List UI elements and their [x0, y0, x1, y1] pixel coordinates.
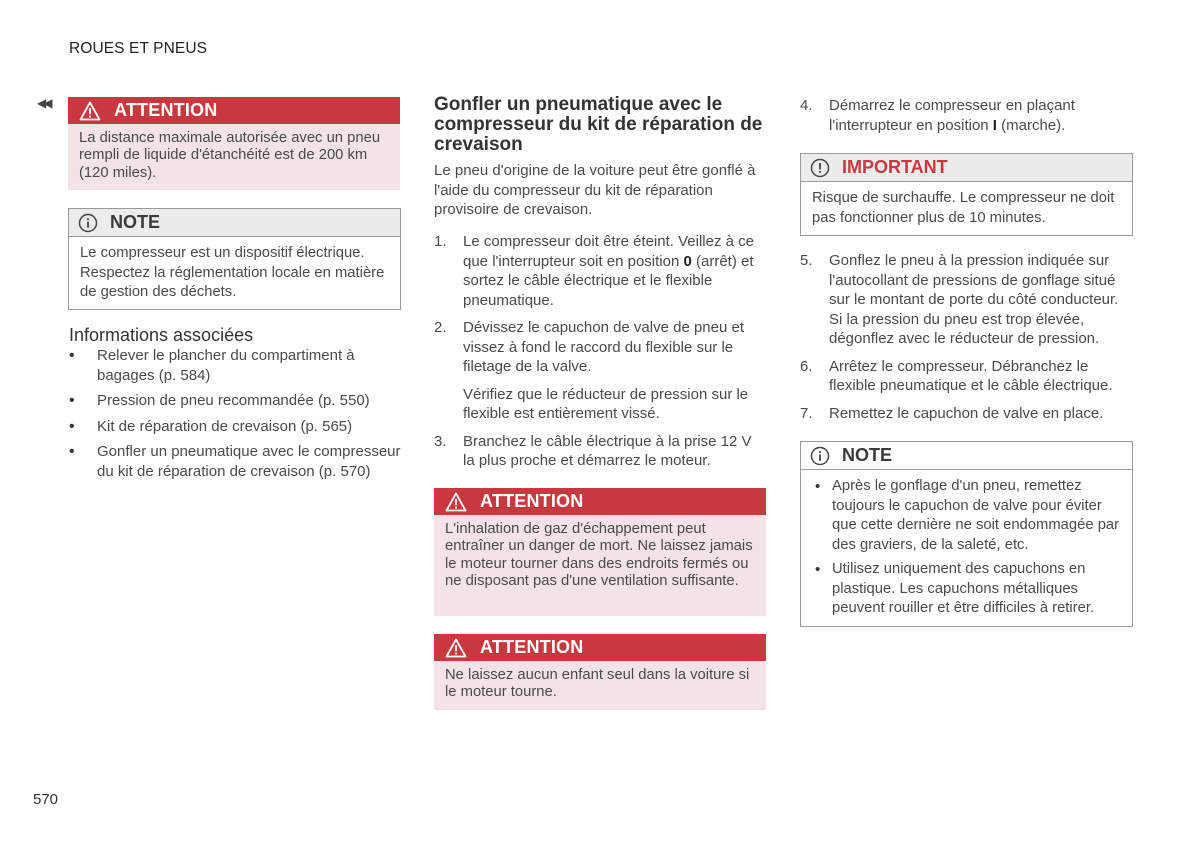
- note-bullet: • Après le gonflage d'un pneu, remettez toujours le capuchon de valve pour éviter que cette dernière ne soit endommagée par des graviers, de la saleté, etc.: [812, 477, 1122, 555]
- step-item: [800, 251, 1126, 349]
- note-header: [69, 209, 400, 237]
- important-text: Risque de surchauffe. Le compresseur ne doit pas fonctionner plus de 10 minutes.: [812, 190, 1115, 226]
- step-item: 4. Démarrez le compresseur en plaçant l'interrupteur en position I (marche).: [800, 97, 1075, 134]
- step-number: 6.: [800, 357, 813, 375]
- related-link[interactable]: • Gonfler un pneumatique avec le compresseur du kit de réparation de crevaison (p. 570): [69, 442, 401, 481]
- important-header: [801, 154, 1132, 182]
- switch-position-off: 0: [683, 252, 692, 270]
- attention-box-child: [434, 634, 766, 710]
- step-number: 2.: [434, 319, 447, 336]
- step-number: 5.: [800, 252, 813, 269]
- attention-title: ATTENTION: [114, 100, 218, 120]
- note-bullet: • Utilisez uniquement des capuchons en plastique. Les capuchons métalliques peuvent rouiller et être difficiles à retirer.: [812, 560, 1122, 619]
- warning-triangle-icon: [445, 492, 467, 512]
- note-box-compressor: [68, 208, 401, 310]
- step-item: [800, 357, 1126, 396]
- step-note: Vérifiez que le réducteur de pression sur le flexible est entièrement vissé.: [463, 385, 749, 422]
- warning-triangle-icon: [79, 101, 101, 121]
- related-info-list: [69, 346, 401, 487]
- related-info-title: Informations associées: [69, 325, 254, 345]
- step-number: 4.: [800, 97, 813, 114]
- step-number: 7.: [800, 404, 813, 422]
- steps-list-5-7: [800, 251, 1126, 431]
- attention-box-distance: [68, 97, 400, 190]
- note-header: [801, 442, 1132, 470]
- important-title: IMPORTANT: [842, 157, 948, 177]
- step-number: 3.: [434, 432, 447, 450]
- attention-title: ATTENTION: [480, 491, 584, 511]
- step-text: Remettez le capuchon de valve en place.: [829, 404, 1104, 422]
- note-box-valve-cap: [800, 441, 1133, 627]
- steps-list-1-3: [434, 232, 764, 479]
- section-heading: Gonfler un pneumatique avec le compresseur du kit de réparation de crevaison: [434, 94, 763, 155]
- related-link[interactable]: • Kit de réparation de crevaison (p. 565): [69, 417, 401, 437]
- attention-header: [434, 634, 766, 661]
- info-icon: [78, 213, 98, 233]
- page-number: 570: [33, 791, 59, 808]
- attention-title: ATTENTION: [480, 637, 584, 657]
- attention-text: La distance maximale autorisée avec un pneu rempli de liquide d'étanchéité est de 200 km (120 miles).: [79, 130, 381, 181]
- note-bullet-list: [812, 477, 1122, 619]
- important-box: [800, 153, 1133, 236]
- attention-text: Ne laissez aucun enfant seul dans la voiture si le moteur tourne.: [445, 667, 750, 701]
- intro-paragraph: Le pneu d'origine de la voiture peut être gonflé à l'aide du compresseur du kit de réparation provisoire de crevaison.: [434, 162, 756, 218]
- step-item: 1. Le compresseur doit être éteint. Veillez à ce que l'interrupteur soit en position 0 (arrêt) et sortez le câble électrique et le flexible pneumatique.: [434, 233, 754, 309]
- related-link[interactable]: • Relever le plancher du compartiment à bagages (p. 584): [69, 346, 401, 385]
- steps-list-4: [800, 96, 1126, 143]
- step-text: Gonflez le pneu à la pression indiquée sur l'autocollant de pressions de gonflage situé sur le montant de porte du côté conducteur. Si la pression du pneu est trop élevée, dégonflez avec le réducteur de pression.: [829, 252, 1119, 347]
- previous-page-icon[interactable]: ◀◀: [37, 96, 50, 110]
- attention-header: [434, 488, 766, 515]
- step-item: [434, 318, 764, 424]
- step-item: [800, 404, 1126, 424]
- attention-header: [68, 97, 400, 124]
- step-text: Branchez le câble électrique à la prise 12 V la plus proche et démarrez le moteur.: [463, 432, 752, 469]
- exclamation-circle-icon: [810, 158, 830, 178]
- step-text: Arrêtez le compresseur. Débranchez le flexible pneumatique et le câble électrique.: [829, 357, 1113, 394]
- attention-text: L'inhalation de gaz d'échappement peut entraîner un danger de mort. Ne laissez jamais le moteur tourner dans des endroits fermés ou ne disposant pas d'une ventilation suffisante.: [445, 521, 753, 589]
- switch-position-on: I: [992, 116, 997, 134]
- info-icon: [810, 446, 830, 466]
- step-number: 1.: [434, 233, 447, 250]
- note-text: Le compresseur est un dispositif électrique. Respectez la réglementation locale en matière de gestion des déchets.: [80, 245, 385, 300]
- step-item: [434, 432, 764, 471]
- note-title: NOTE: [842, 445, 893, 465]
- warning-triangle-icon: [445, 638, 467, 658]
- section-header: ROUES ET PNEUS: [69, 40, 208, 57]
- note-title: NOTE: [110, 212, 161, 232]
- attention-box-exhaust: [434, 488, 766, 616]
- related-link[interactable]: • Pression de pneu recommandée (p. 550): [69, 391, 401, 411]
- step-text: Dévissez le capuchon de valve de pneu et vissez à fond le raccord du flexible sur le filetage de la valve.: [463, 319, 745, 375]
